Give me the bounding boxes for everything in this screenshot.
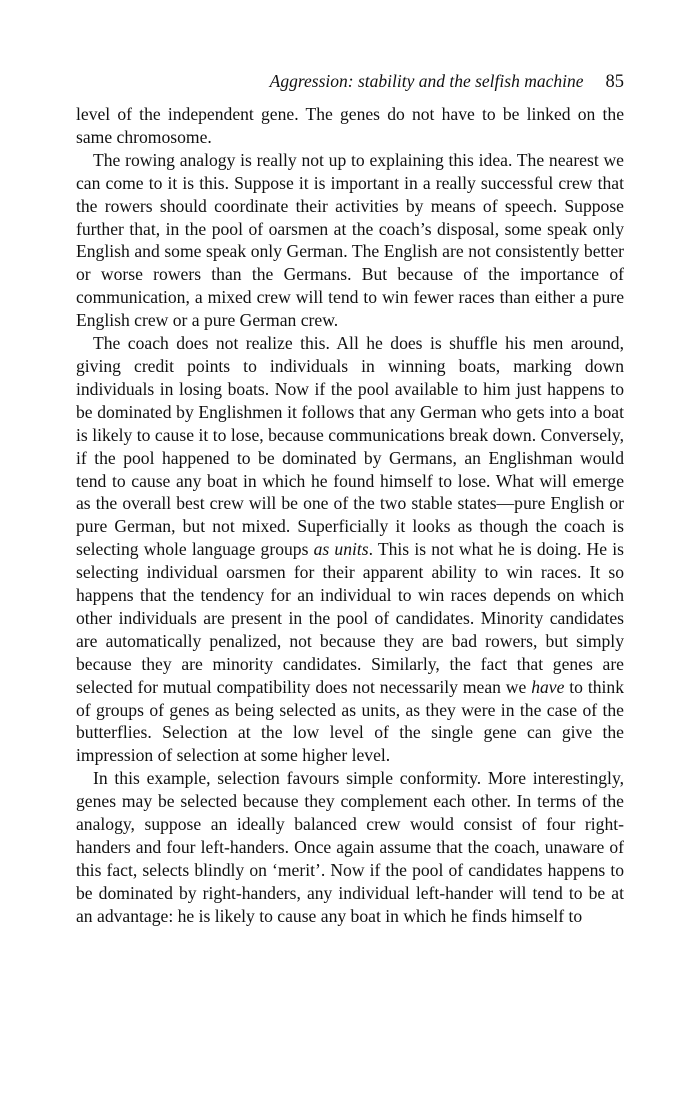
body-text xyxy=(76,103,624,928)
paragraph xyxy=(76,149,624,332)
paragraph-text: . This is not what he is doing. He is selecting individual oarsmen for their apparent ability to win races. It so happens that the tendency for an individual to win races depends on which other individuals are present in the pool of candidates. Minority candidates are automatically penalized, not because they are bad rowers, but simply because they are minority candidates. Similarly, the fact that genes are selected for mutual compatibility does not necessarily mean we xyxy=(76,539,624,697)
paragraph-text: to think of groups of genes as being selected as units, as they were in the case of the butterflies. Selection at the low level of the single gene can give the impression of selection at some higher level. xyxy=(76,676,624,766)
emphasis-text: as units xyxy=(313,539,369,560)
paragraph xyxy=(76,103,624,149)
paragraph-text: level of the independent gene. The genes do not have to be linked on the same chromosome. xyxy=(76,104,624,147)
paragraph-text: In this example, selection favours simple conformity. More interestingly, genes may be selected because they complement each other. In terms of the analogy, suppose an ideally balanced crew would consist of four right-handers and four left-handers. Once again assume that the coach, unaware of this fact, selects blindly on ‘merit’. Now if the pool of candidates happens to be dominated by right-handers, any individual left-hander will tend to be at an advantage: he is likely to cause any boat in which he finds himself to xyxy=(76,768,624,926)
paragraph xyxy=(76,332,624,767)
book-page xyxy=(76,66,624,928)
running-head xyxy=(76,66,624,96)
paragraph xyxy=(76,767,624,927)
emphasis-text: have xyxy=(531,676,565,697)
page-number: 85 xyxy=(605,72,624,92)
running-title: Aggression: stability and the selfish machine xyxy=(269,71,584,91)
paragraph-text: The rowing analogy is really not up to explaining this idea. The nearest we can come to it is this. Suppose it is important in a really successful crew that the rowers should coordinate their activities by means of speech. Suppose further that, in the pool of oarsmen at the coach’s disposal, some speak only English and some speak only German. The English are not consistently better or worse rowers than the Germans. But because of the importance of communication, a mixed crew will tend to win fewer races than either a pure English crew or a pure German crew. xyxy=(76,149,624,331)
paragraph-text: The coach does not realize this. All he does is shuffle his men around, giving credit points to individuals in winning boats, marking down individuals in losing boats. Now if the pool available to him just happens to be dominated by Englishmen it follows that any German who gets into a boat is likely to cause it to lose, because communications break down. Conversely, if the pool happened to be dominated by Germans, an Englishman would tend to cause any boat in which he found himself to lose. What will emerge as the overall best crew will be one of the two stable states—pure English or pure German, but not mixed. Superficially it looks as though the coach is selecting whole language groups xyxy=(76,333,624,560)
